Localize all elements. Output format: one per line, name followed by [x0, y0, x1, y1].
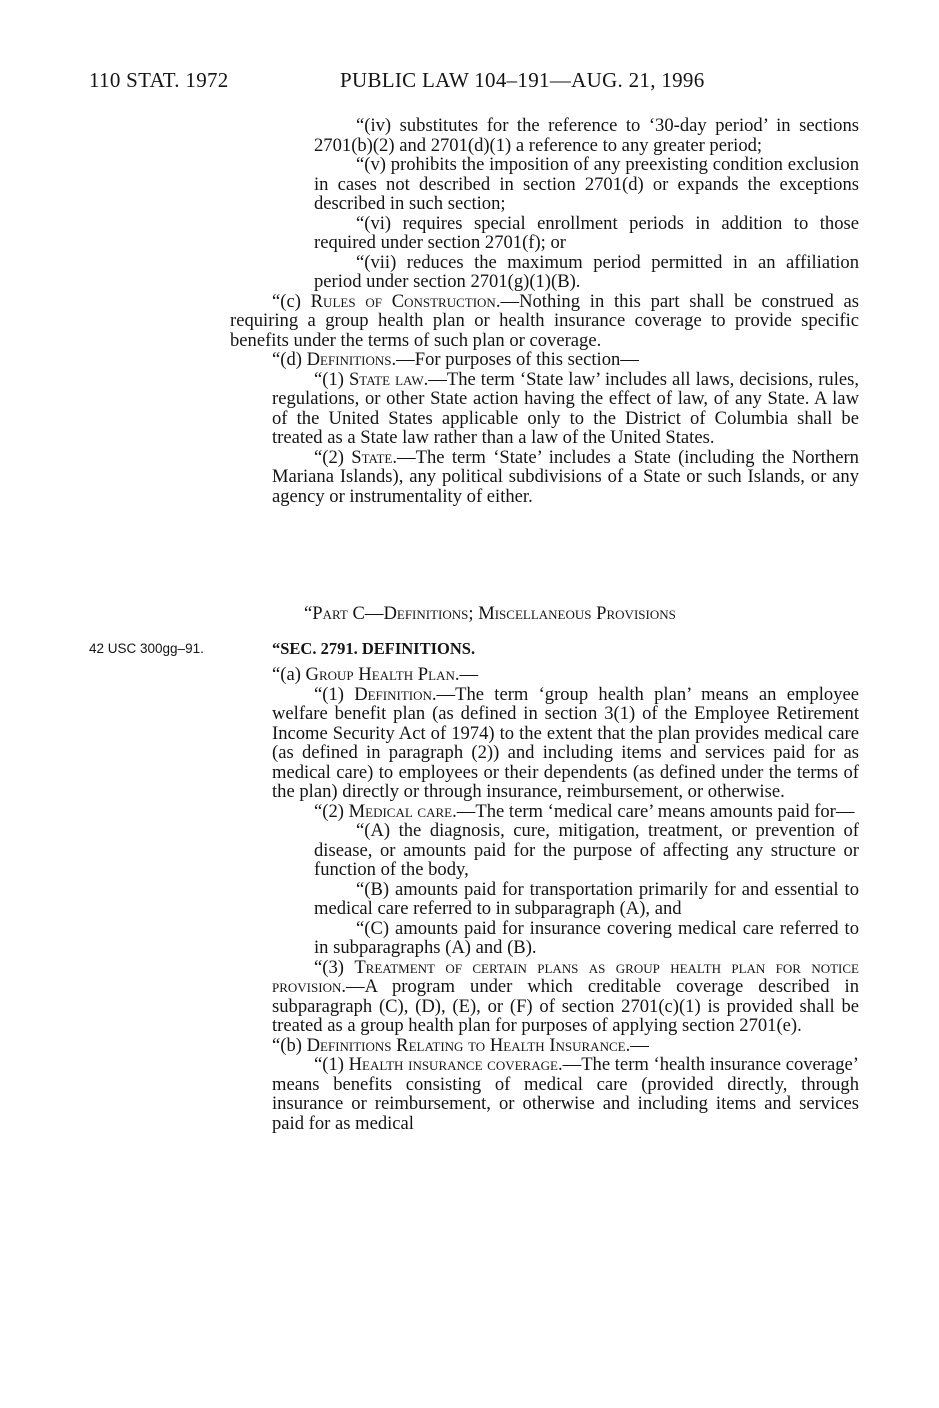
subparagraph-a2C: “(C) amounts paid for insurance covering medical care referred to in subparagraphs (A) and (B). — [314, 917, 859, 958]
paragraph-a2-heading: Medical care — [348, 800, 453, 822]
paragraph-d1: “(1) State law.—The term ‘State law’ includes all laws, decisions, rules, regulations, or other State action having the effect of law, of any State. A law of the United States applicable only to the District of Columbia shall be treated as a State law rather than a law of the United States. — [272, 368, 859, 448]
paragraph-a3-heading: Treatment of certain plans as group health plan for notice provision — [272, 956, 859, 997]
subsection-c: “(c) Rules of Construction.—Nothing in this part shall be construed as requiring a group health plan or health insurance coverage to provide specific benefits under the terms of such plan or coverage. — [230, 290, 859, 351]
subsection-c-heading: Rules of Construction — [310, 290, 496, 312]
clause-iv: “(iv) substitutes for the reference to ‘30-day period’ in sections 2701(b)(2) and 2701(d)(1) a reference to any greater period; — [314, 115, 859, 156]
subparagraph-a2A: “(A) the diagnosis, cure, mitigation, treatment, or prevention of disease, or amounts paid for the purpose of affecting any structure or function of the body, — [314, 820, 859, 880]
paragraph-a2: “(2) Medical care.—The term ‘medical care’ means amounts paid for— — [314, 800, 855, 822]
subparagraph-a2B: “(B) amounts paid for transportation primarily for and essential to medical care referred to in subparagraph (A), and — [314, 878, 859, 919]
paragraph-b1-heading: Health insurance coverage — [348, 1054, 558, 1075]
clause-vii: “(vii) reduces the maximum period permitted in an affiliation period under section 2701(g)(1)(B). — [314, 251, 859, 292]
clause-vi: “(vi) requires special enrollment periods in addition to those required under section 2701(f); or — [314, 212, 859, 253]
paragraph-d2-heading: State — [351, 446, 393, 468]
clause-v: “(v) prohibits the imposition of any preexisting condition exclusion in cases not described in section 2701(d) or expands the exceptions described in such section; — [314, 154, 859, 214]
subsection-a: “(a) Group Health Plan.— — [272, 664, 479, 685]
subsection-d: “(d) Definitions.—For purposes of this section— — [272, 349, 639, 370]
body-text-section — [230, 665, 859, 1133]
margin-note: 42 USC 300gg–91. — [89, 641, 204, 656]
paragraph-a3: “(3) Treatment of certain plans as group health plan for notice provision.—A program under which creditable coverage described in subparagraph (C), (D), (E), or (F) of section 2701(c)(1) is provided shall be treated as a group health plan for purposes of applying section 2701(e). — [272, 956, 859, 1036]
paragraph-d1-heading: State law — [348, 368, 424, 390]
running-title: PUBLIC LAW 104–191—AUG. 21, 1996 — [340, 68, 705, 92]
part-title: “Part C—Definitions; Miscellaneous Provisions — [304, 603, 676, 624]
body-text-top — [230, 116, 859, 506]
paragraph-a1-heading: Definition — [354, 683, 432, 705]
section-heading: “SEC. 2791. DEFINITIONS. — [272, 639, 476, 658]
paragraph-b1: “(1) Health insurance coverage.—The term ‘health insurance coverage’ means benefits consisting of medical care (provided directly, through insurance or reimbursement, or otherwise and including items and services paid for as medical — [272, 1054, 859, 1134]
subsection-a-heading: Group Health Plan — [305, 664, 455, 685]
subsection-d-heading: Definitions — [306, 349, 392, 370]
subsection-b-heading: Definitions Relating to Health Insurance — [306, 1034, 626, 1056]
paragraph-a1: “(1) Definition.—The term ‘group health plan’ means an employee welfare benefit plan (as defined in section 3(1) of the Employee Retirement Income Security Act of 1974) to the extent that the plan provides medical care (as defined in paragraph (2)) and including items and services paid for as medical care) to employees or their dependents (as defined under the terms of the plan) directly or through insurance, reimbursement, or otherwise. — [272, 683, 859, 802]
paragraph-d2: “(2) State.—The term ‘State’ includes a State (including the Northern Mariana Islands), any political subdivisions of a State or such Islands, or any agency or instrumentality of either. — [272, 446, 859, 507]
page-number: 110 STAT. 1972 — [89, 68, 229, 92]
subsection-b: “(b) Definitions Relating to Health Insurance.— — [272, 1034, 649, 1056]
